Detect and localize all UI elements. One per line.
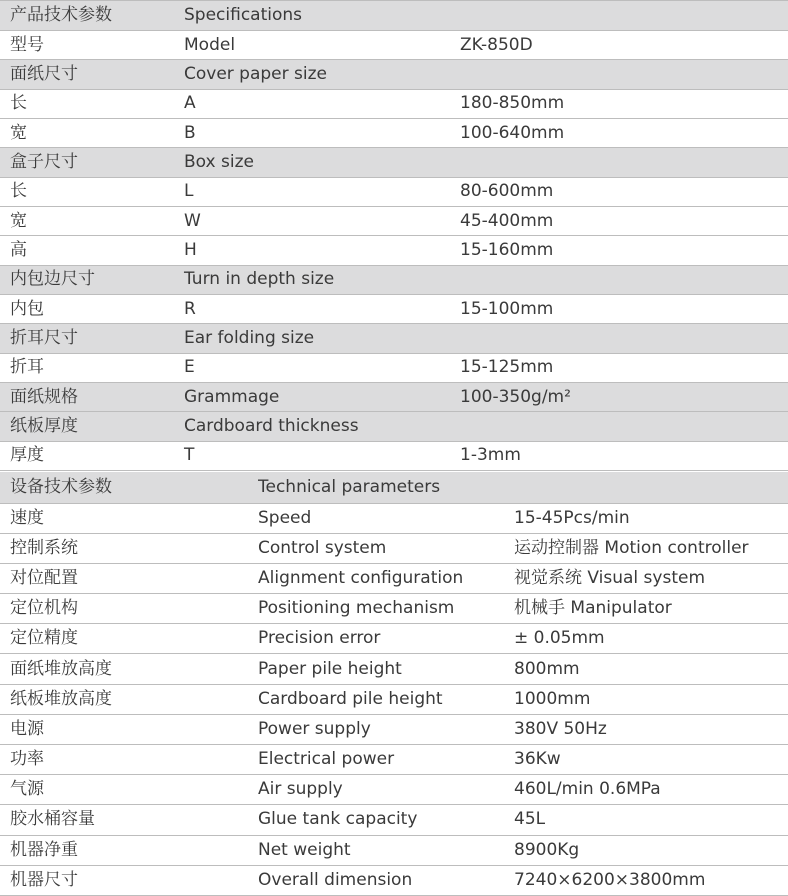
tech-label-en: Air supply xyxy=(258,775,514,805)
spec-label-en: L xyxy=(170,177,460,206)
spec-row xyxy=(0,177,788,206)
tech-row xyxy=(0,684,788,714)
spec-label-en: W xyxy=(170,206,460,235)
tech-label-cn: 功率 xyxy=(0,745,258,775)
spec-label-en: E xyxy=(170,353,460,382)
tech-label-cn: 机器净重 xyxy=(0,835,258,865)
specifications-body xyxy=(0,1,788,471)
technical-parameters-body xyxy=(0,472,788,895)
tech-label-cn: 电源 xyxy=(0,714,258,744)
tech-value: 380V 50Hz xyxy=(514,714,788,744)
spec-label-cn: 面纸规格 xyxy=(0,382,170,411)
spec-label-en: Turn in depth size xyxy=(170,265,460,294)
spec-value: 180-850mm xyxy=(460,89,788,118)
spec-label-cn: 宽 xyxy=(0,118,170,147)
technical-parameters-header-en: Technical parameters xyxy=(258,472,514,503)
spec-value xyxy=(460,412,788,441)
technical-parameters-header-cn: 设备技术参数 xyxy=(0,472,258,503)
tech-row xyxy=(0,805,788,835)
tech-row xyxy=(0,533,788,563)
specifications-header-value xyxy=(460,1,788,30)
tech-label-cn: 对位配置 xyxy=(0,563,258,593)
tech-label-en: Control system xyxy=(258,533,514,563)
spec-row xyxy=(0,382,788,411)
tech-value: 1000mm xyxy=(514,684,788,714)
spec-value: 1-3mm xyxy=(460,441,788,470)
spec-label-cn: 内包 xyxy=(0,294,170,323)
spec-row xyxy=(0,294,788,323)
spec-label-en: Grammage xyxy=(170,382,460,411)
spec-label-cn: 折耳尺寸 xyxy=(0,324,170,353)
technical-parameters-header-row xyxy=(0,472,788,503)
tech-label-cn: 纸板堆放高度 xyxy=(0,684,258,714)
spec-label-en: Box size xyxy=(170,148,460,177)
tech-value: ± 0.05mm xyxy=(514,624,788,654)
tech-label-en: Glue tank capacity xyxy=(258,805,514,835)
spec-value xyxy=(460,265,788,294)
tech-label-cn: 速度 xyxy=(0,503,258,533)
tech-value: 460L/min 0.6MPa xyxy=(514,775,788,805)
tech-label-cn: 控制系统 xyxy=(0,533,258,563)
tech-label-cn: 机器尺寸 xyxy=(0,865,258,895)
spec-label-cn: 型号 xyxy=(0,30,170,59)
spec-row xyxy=(0,324,788,353)
tech-label-en: Precision error xyxy=(258,624,514,654)
spec-row xyxy=(0,265,788,294)
spec-value: 15-160mm xyxy=(460,236,788,265)
spec-row xyxy=(0,206,788,235)
spec-label-en: Cover paper size xyxy=(170,60,460,89)
tech-label-cn: 胶水桶容量 xyxy=(0,805,258,835)
spec-value: 15-125mm xyxy=(460,353,788,382)
spec-value: ZK-850D xyxy=(460,30,788,59)
specifications-header-en: Specifications xyxy=(170,1,460,30)
tech-row xyxy=(0,594,788,624)
specifications-header-row xyxy=(0,1,788,30)
spec-value: 45-400mm xyxy=(460,206,788,235)
tech-label-en: Overall dimension xyxy=(258,865,514,895)
tech-value: 15-45Pcs/min xyxy=(514,503,788,533)
spec-label-en: Cardboard thickness xyxy=(170,412,460,441)
spec-row xyxy=(0,441,788,470)
tech-row xyxy=(0,654,788,684)
tech-label-cn: 定位机构 xyxy=(0,594,258,624)
spec-value: 100-640mm xyxy=(460,118,788,147)
specifications-table xyxy=(0,1,788,471)
tech-value: 8900Kg xyxy=(514,835,788,865)
spec-row xyxy=(0,412,788,441)
tech-row xyxy=(0,745,788,775)
spec-value xyxy=(460,148,788,177)
spec-row xyxy=(0,30,788,59)
spec-value: 100-350g/m² xyxy=(460,382,788,411)
tech-row xyxy=(0,503,788,533)
spec-value xyxy=(460,60,788,89)
spec-row xyxy=(0,236,788,265)
spec-label-cn: 长 xyxy=(0,177,170,206)
tech-value: 机械手 Manipulator xyxy=(514,594,788,624)
spec-label-cn: 内包边尺寸 xyxy=(0,265,170,294)
technical-parameters-table xyxy=(0,472,788,896)
tech-row xyxy=(0,775,788,805)
technical-parameters-header-value xyxy=(514,472,788,503)
spec-label-cn: 高 xyxy=(0,236,170,265)
tech-label-en: Net weight xyxy=(258,835,514,865)
spec-label-en: Model xyxy=(170,30,460,59)
tech-label-cn: 气源 xyxy=(0,775,258,805)
tech-value: 7240×6200×3800mm xyxy=(514,865,788,895)
spec-label-en: B xyxy=(170,118,460,147)
tech-label-en: Cardboard pile height xyxy=(258,684,514,714)
spec-row xyxy=(0,148,788,177)
tech-row xyxy=(0,624,788,654)
tech-value: 视觉系统 Visual system xyxy=(514,563,788,593)
tech-label-en: Positioning mechanism xyxy=(258,594,514,624)
spec-label-cn: 盒子尺寸 xyxy=(0,148,170,177)
spec-label-cn: 宽 xyxy=(0,206,170,235)
spec-label-cn: 面纸尺寸 xyxy=(0,60,170,89)
spec-label-cn: 纸板厚度 xyxy=(0,412,170,441)
spec-row xyxy=(0,89,788,118)
tech-label-en: Speed xyxy=(258,503,514,533)
tech-row xyxy=(0,563,788,593)
spec-label-en: Ear folding size xyxy=(170,324,460,353)
spec-label-cn: 折耳 xyxy=(0,353,170,382)
tech-value: 运动控制器 Motion controller xyxy=(514,533,788,563)
spec-row xyxy=(0,118,788,147)
spec-row xyxy=(0,353,788,382)
tech-label-cn: 定位精度 xyxy=(0,624,258,654)
tech-label-en: Alignment configuration xyxy=(258,563,514,593)
spec-label-en: H xyxy=(170,236,460,265)
spec-label-cn: 长 xyxy=(0,89,170,118)
tech-value: 36Kw xyxy=(514,745,788,775)
spec-label-en: R xyxy=(170,294,460,323)
tech-label-en: Power supply xyxy=(258,714,514,744)
tech-label-en: Electrical power xyxy=(258,745,514,775)
spec-value xyxy=(460,324,788,353)
spec-value: 15-100mm xyxy=(460,294,788,323)
spec-label-en: A xyxy=(170,89,460,118)
tech-row xyxy=(0,865,788,895)
specifications-header-cn: 产品技术参数 xyxy=(0,1,170,30)
tech-value: 45L xyxy=(514,805,788,835)
spec-label-en: T xyxy=(170,441,460,470)
spec-value: 80-600mm xyxy=(460,177,788,206)
tech-row xyxy=(0,835,788,865)
spec-label-cn: 厚度 xyxy=(0,441,170,470)
tech-label-cn: 面纸堆放高度 xyxy=(0,654,258,684)
tech-value: 800mm xyxy=(514,654,788,684)
tech-label-en: Paper pile height xyxy=(258,654,514,684)
tech-row xyxy=(0,714,788,744)
spec-row xyxy=(0,60,788,89)
